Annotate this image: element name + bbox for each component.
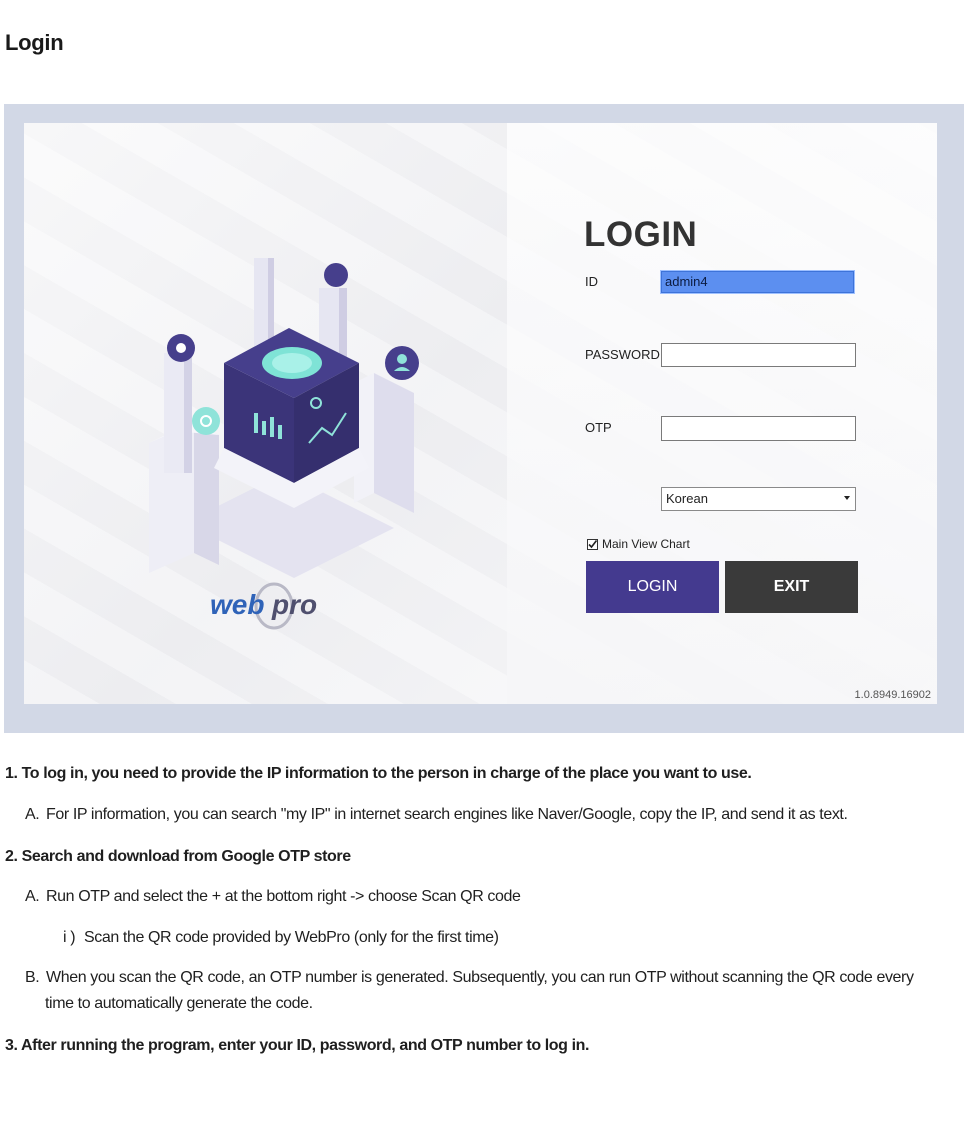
- exit-button[interactable]: EXIT: [725, 561, 858, 613]
- id-label: ID: [585, 274, 598, 289]
- otp-input[interactable]: [661, 416, 856, 441]
- password-label: PASSWORD: [585, 347, 660, 362]
- login-screenshot-frame: [4, 104, 964, 733]
- checkmark-icon: [587, 539, 598, 550]
- page-heading: Login: [5, 30, 64, 55]
- step-2-a-marker: A.: [25, 888, 40, 905]
- server-illustration-icon: [124, 253, 424, 583]
- language-selected-value: Korean: [666, 491, 708, 506]
- instruction-step-2-b-line-1: When you scan the QR code, an OTP number is generated. Subsequently, you can run OTP without scanning the QR code every: [46, 969, 914, 986]
- instruction-step-2-a-i: Scan the QR code provided by WebPro (only for the first time): [84, 929, 499, 946]
- otp-label: OTP: [585, 420, 612, 435]
- instruction-step-2: 2. Search and download from Google OTP store: [5, 848, 351, 865]
- login-title: LOGIN: [584, 215, 698, 254]
- svg-text:pro: pro: [272, 589, 318, 620]
- step-2-a-i-marker: i ): [63, 929, 76, 946]
- main-view-chart-label: Main View Chart: [602, 537, 690, 551]
- main-view-chart-checkbox[interactable]: [587, 539, 598, 550]
- instruction-step-2-b-line-2: time to automatically generate the code.: [45, 995, 313, 1012]
- step-2-b-marker: B.: [25, 969, 40, 986]
- instruction-step-2-a: Run OTP and select the + at the bottom right -> choose Scan QR code: [46, 888, 521, 905]
- password-input[interactable]: [661, 343, 856, 367]
- main-view-chart-option[interactable]: [587, 537, 690, 551]
- login-button[interactable]: LOGIN: [586, 561, 719, 613]
- language-select[interactable]: [661, 487, 856, 511]
- svg-text:web: web: [210, 589, 265, 620]
- chevron-down-icon[interactable]: [844, 496, 850, 500]
- id-input[interactable]: admin4: [661, 271, 854, 293]
- instruction-step-1-a: For IP information, you can search "my IP" in internet search engines like Naver/Google, copy the IP, and send it as text.: [46, 806, 848, 823]
- login-panel-background: [507, 123, 937, 704]
- instruction-step-1: 1. To log in, you need to provide the IP information to the person in charge of the place you want to use.: [5, 765, 752, 782]
- login-window: [24, 123, 937, 704]
- version-label: 1.0.8949.16902: [854, 689, 931, 701]
- instruction-step-3: 3. After running the program, enter your ID, password, and OTP number to log in.: [5, 1037, 590, 1054]
- webpro-logo: [208, 578, 338, 630]
- step-1-a-marker: A.: [25, 806, 40, 823]
